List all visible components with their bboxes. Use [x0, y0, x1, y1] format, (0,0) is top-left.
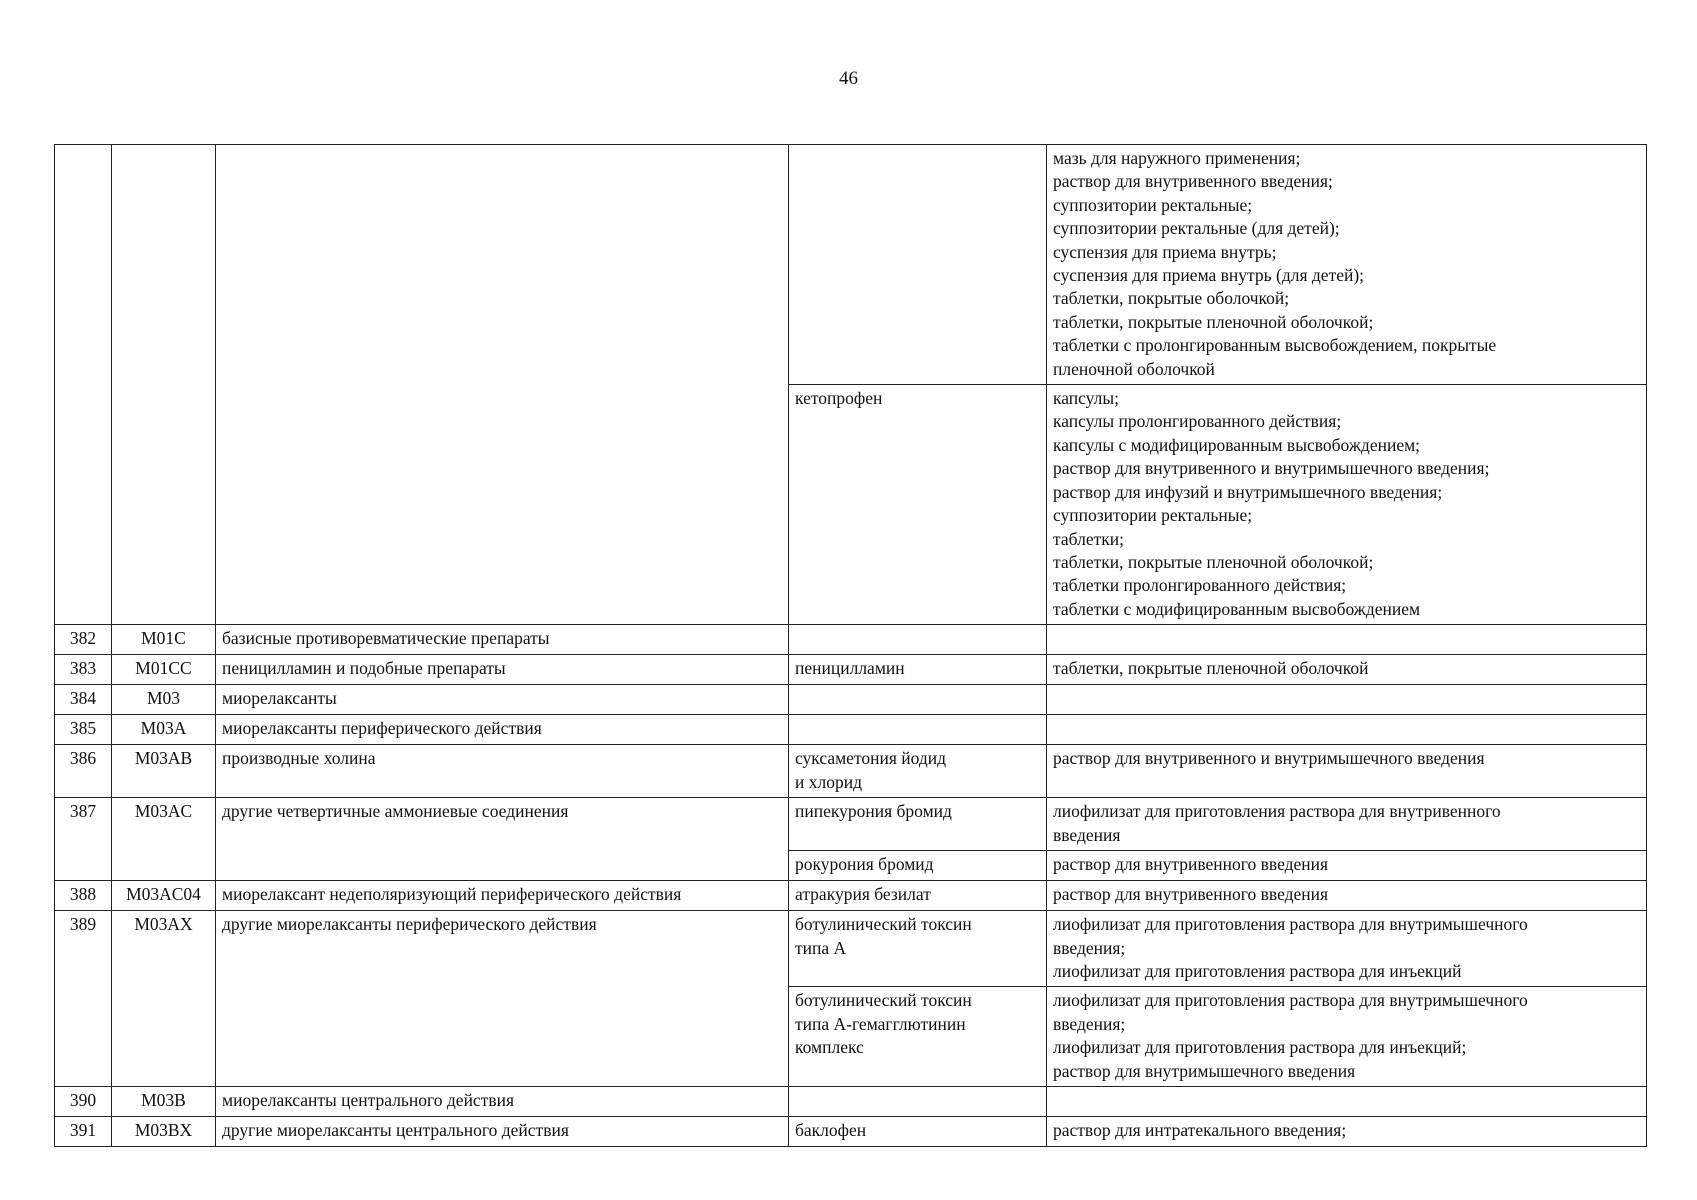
drug-cell: суксаметония йодид и хлорид — [789, 745, 1047, 798]
drug-cell — [789, 685, 1047, 715]
drug-cell — [789, 145, 1047, 385]
group-cell: другие миорелаксанты центрального действия — [216, 1116, 789, 1146]
drug-cell: ботулинический токсин типа A — [789, 911, 1047, 987]
forms-cell — [1047, 685, 1647, 715]
forms-cell: раствор для интратекального введения; — [1047, 1116, 1647, 1146]
drug-cell: атракурия безилат — [789, 881, 1047, 911]
drug-cell — [789, 715, 1047, 745]
forms-cell: капсулы; капсулы пролонгированного действия; капсулы с модифицированным высвобождением; раствор для внутривенного и внутримышечного введения; раствор для инфузий и внутримышечного введения; суппозитории ректальные; таблетки; таблетки, покрытые пленочной оболочкой; таблетки пролонгированного действия; таблетки с модифицированным высвобождением — [1047, 385, 1647, 625]
num-cell: 391 — [55, 1116, 112, 1146]
num-cell: 386 — [55, 745, 112, 798]
num-cell: 390 — [55, 1086, 112, 1116]
page-number: 46 — [839, 68, 858, 89]
group-cell: пеницилламин и подобные препараты — [216, 655, 789, 685]
num-cell — [55, 145, 112, 625]
code-cell: M03AX — [112, 911, 216, 1087]
num-cell: 387 — [55, 798, 112, 881]
num-cell: 389 — [55, 911, 112, 1087]
num-cell: 388 — [55, 881, 112, 911]
drug-cell — [789, 1086, 1047, 1116]
drug-cell: баклофен — [789, 1116, 1047, 1146]
code-cell: M03AC04 — [112, 881, 216, 911]
code-cell: M03AB — [112, 745, 216, 798]
drug-table — [54, 144, 1647, 1147]
group-cell: производные холина — [216, 745, 789, 798]
forms-cell: лиофилизат для приготовления раствора для внутримышечного введения; лиофилизат для приготовления раствора для инъекций — [1047, 911, 1647, 987]
group-cell: базисные противоревматические препараты — [216, 625, 789, 655]
table-row — [55, 881, 1647, 911]
drug-cell: кетопрофен — [789, 385, 1047, 625]
table-row — [55, 655, 1647, 685]
group-cell: другие миорелаксанты периферического действия — [216, 911, 789, 1087]
group-cell — [216, 145, 789, 625]
group-cell: миорелаксанты — [216, 685, 789, 715]
drug-cell: ботулинический токсин типа A-гемагглютинин комплекс — [789, 987, 1047, 1087]
code-cell: M03B — [112, 1086, 216, 1116]
num-cell: 385 — [55, 715, 112, 745]
table-row — [55, 798, 1647, 851]
code-cell: M03AC — [112, 798, 216, 881]
code-cell: M01C — [112, 625, 216, 655]
num-cell: 384 — [55, 685, 112, 715]
num-cell: 383 — [55, 655, 112, 685]
code-cell: M03BX — [112, 1116, 216, 1146]
forms-cell: таблетки, покрытые пленочной оболочкой — [1047, 655, 1647, 685]
group-cell: миорелаксанты центрального действия — [216, 1086, 789, 1116]
forms-cell: раствор для внутривенного и внутримышечного введения — [1047, 745, 1647, 798]
group-cell: другие четвертичные аммониевые соединения — [216, 798, 789, 881]
forms-cell: лиофилизат для приготовления раствора для внутримышечного введения; лиофилизат для приготовления раствора для инъекций; раствор для внутримышечного введения — [1047, 987, 1647, 1087]
table-row — [55, 685, 1647, 715]
forms-cell — [1047, 715, 1647, 745]
table-row — [55, 715, 1647, 745]
table-row — [55, 745, 1647, 798]
table-row — [55, 1086, 1647, 1116]
forms-cell: мазь для наружного применения; раствор для внутривенного введения; суппозитории ректальные; суппозитории ректальные (для детей); суспензия для приема внутрь; суспензия для приема внутрь (для детей); таблетки, покрытые оболочкой; таблетки, покрытые пленочной оболочкой; таблетки с пролонгированным высвобождением, покрытые пленочной оболочкой — [1047, 145, 1647, 385]
group-cell: миорелаксанты периферического действия — [216, 715, 789, 745]
table-row — [55, 625, 1647, 655]
forms-cell — [1047, 1086, 1647, 1116]
table-row — [55, 145, 1647, 385]
forms-cell: раствор для внутривенного введения — [1047, 881, 1647, 911]
num-cell: 382 — [55, 625, 112, 655]
table-row — [55, 1116, 1647, 1146]
drug-cell: рокурония бромид — [789, 851, 1047, 881]
forms-cell: лиофилизат для приготовления раствора для внутривенного введения — [1047, 798, 1647, 851]
table-row — [55, 911, 1647, 987]
forms-cell — [1047, 625, 1647, 655]
code-cell: M03A — [112, 715, 216, 745]
drug-cell — [789, 625, 1047, 655]
code-cell: M03 — [112, 685, 216, 715]
drug-cell: пипекурония бромид — [789, 798, 1047, 851]
group-cell: миорелаксант недеполяризующий периферического действия — [216, 881, 789, 911]
drug-cell: пеницилламин — [789, 655, 1047, 685]
forms-cell: раствор для внутривенного введения — [1047, 851, 1647, 881]
code-cell — [112, 145, 216, 625]
code-cell: M01CC — [112, 655, 216, 685]
